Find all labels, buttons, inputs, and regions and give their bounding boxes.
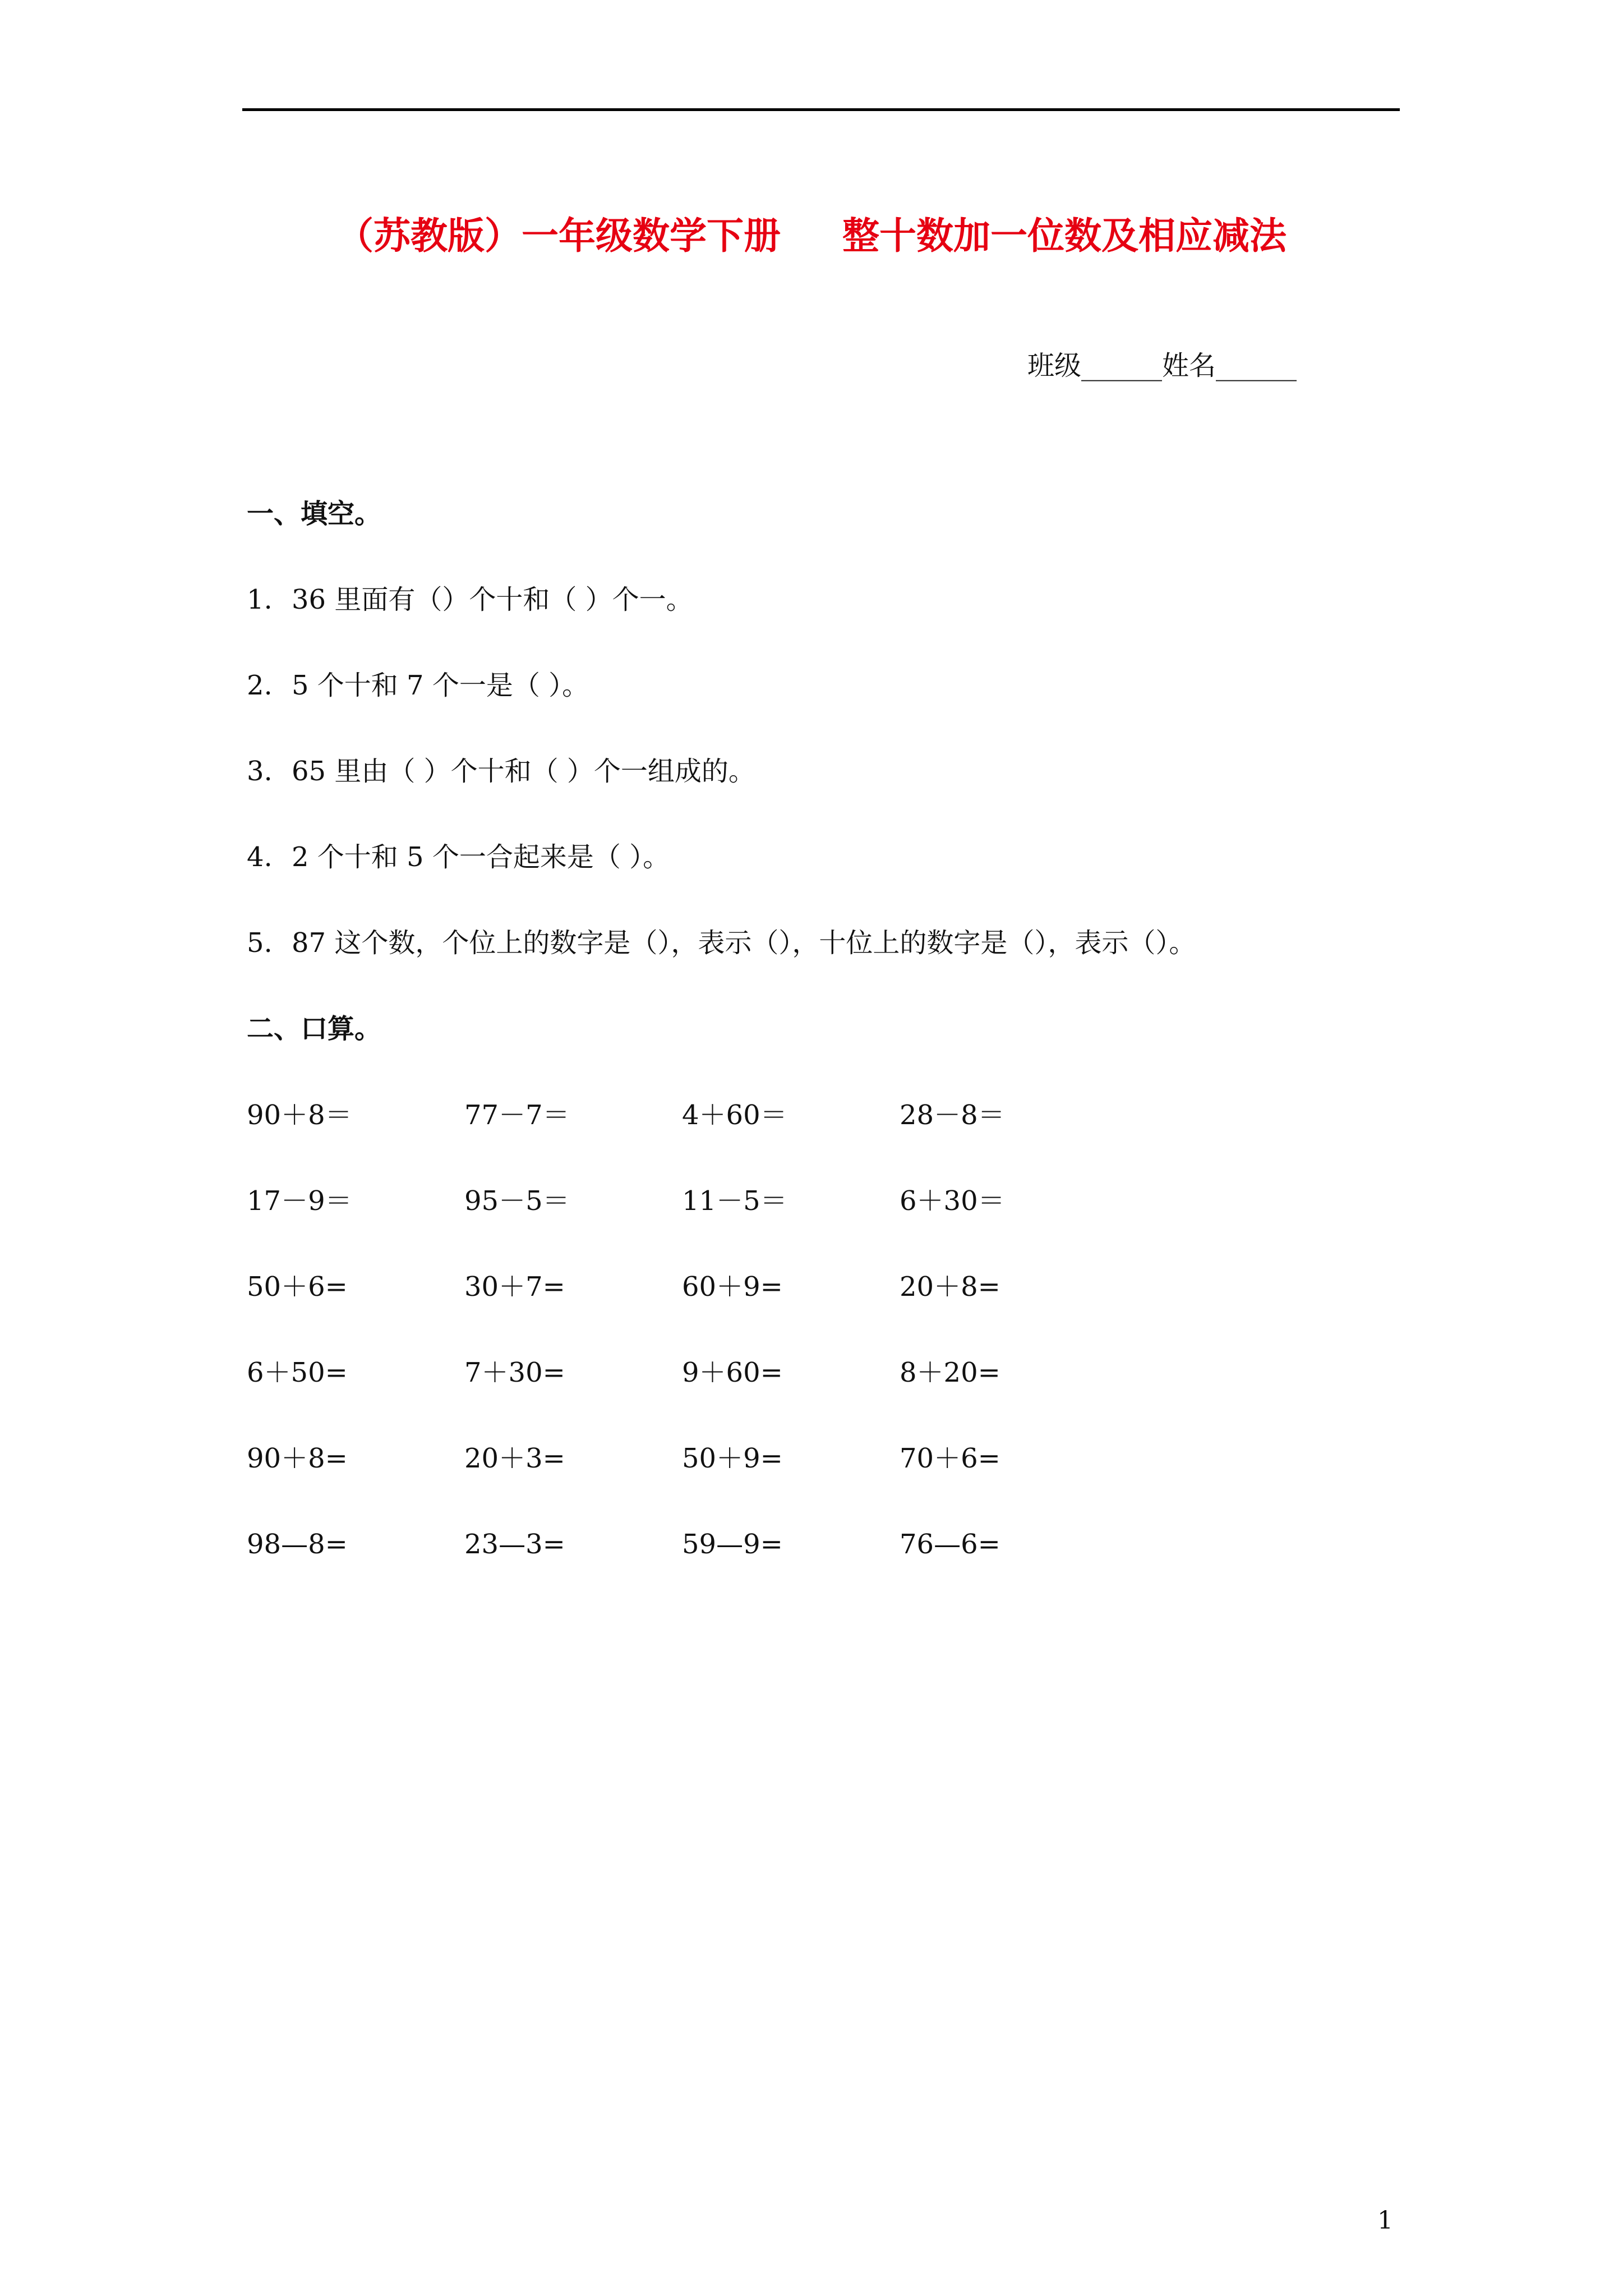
document-title: [0, 208, 1623, 264]
fill-in-question-1: [247, 577, 693, 622]
calc-problem: 90＋8＝: [247, 1099, 352, 1131]
calc-problem: 7＋30=: [464, 1357, 565, 1388]
calc-problem: 4＋60＝: [682, 1099, 787, 1131]
calc-problem: 28－8＝: [900, 1099, 1005, 1131]
calc-problem: 70＋6=: [900, 1443, 1000, 1474]
calc-problem: 95－5＝: [464, 1185, 570, 1217]
fill-in-question-5: [247, 921, 1196, 965]
calc-row: [247, 1350, 1200, 1395]
fill-in-question-2: [247, 663, 589, 708]
question-number: 4.: [247, 841, 273, 873]
calc-problem: 9＋60=: [682, 1357, 783, 1388]
calc-problem: 30＋7=: [464, 1271, 565, 1303]
calc-problem: 59—9=: [682, 1529, 783, 1560]
question-text: 2 个十和 5 个一合起来是（ ）。: [292, 841, 670, 873]
question-number: 1.: [247, 584, 273, 615]
calc-problem: 20＋3=: [464, 1443, 565, 1474]
calc-problem: 6＋30＝: [900, 1185, 1005, 1217]
calc-problem: 11－5＝: [682, 1185, 787, 1217]
calc-problem: 8＋20=: [900, 1357, 1000, 1388]
calc-problem: 23—3=: [464, 1529, 565, 1560]
section-fill-in-heading: 一、填空。: [247, 498, 382, 530]
class-name-line: 班级______姓名______: [1027, 350, 1297, 381]
calc-row: [247, 1179, 1200, 1223]
calc-row: [247, 1522, 1200, 1567]
calc-problem: 76—6=: [900, 1529, 1000, 1560]
title-topic: 整十数加一位数及相应减法: [842, 214, 1287, 257]
calc-problem: 98—8=: [247, 1529, 348, 1560]
calc-problem: 17－9＝: [247, 1185, 352, 1217]
question-text: 65 里由（ ）个十和（ ）个一组成的。: [292, 756, 755, 787]
fill-in-question-3: [247, 749, 755, 794]
header-rule: [242, 108, 1400, 111]
question-number: 2.: [247, 670, 273, 701]
question-text: 87 这个数，个位上的数字是（），表示（），十位上的数字是（），表示（）。: [292, 927, 1196, 959]
question-text: 36 里面有（）个十和（ ）个一。: [292, 584, 693, 615]
calc-problem: 20＋8=: [900, 1271, 1000, 1303]
calc-problem: 90＋8=: [247, 1443, 348, 1474]
title-publisher-grade: （苏教版）一年级数学下册: [336, 214, 781, 257]
question-number: 3.: [247, 756, 273, 787]
section-mental-math-heading: 二、口算。: [247, 1013, 382, 1045]
fill-in-question-4: [247, 835, 670, 880]
calc-problem: 77－7＝: [464, 1099, 570, 1131]
page-number: 1: [1377, 2206, 1393, 2235]
calc-problem: 50＋9=: [682, 1443, 783, 1474]
question-number: 5.: [247, 927, 273, 959]
calc-row: [247, 1436, 1200, 1481]
calc-row: [247, 1093, 1200, 1138]
calc-row: [247, 1264, 1200, 1309]
calc-problem: 50＋6=: [247, 1271, 348, 1303]
calc-problem: 6＋50=: [247, 1357, 348, 1388]
calc-problem: 60＋9=: [682, 1271, 783, 1303]
question-text: 5 个十和 7 个一是（ ）。: [292, 670, 589, 701]
